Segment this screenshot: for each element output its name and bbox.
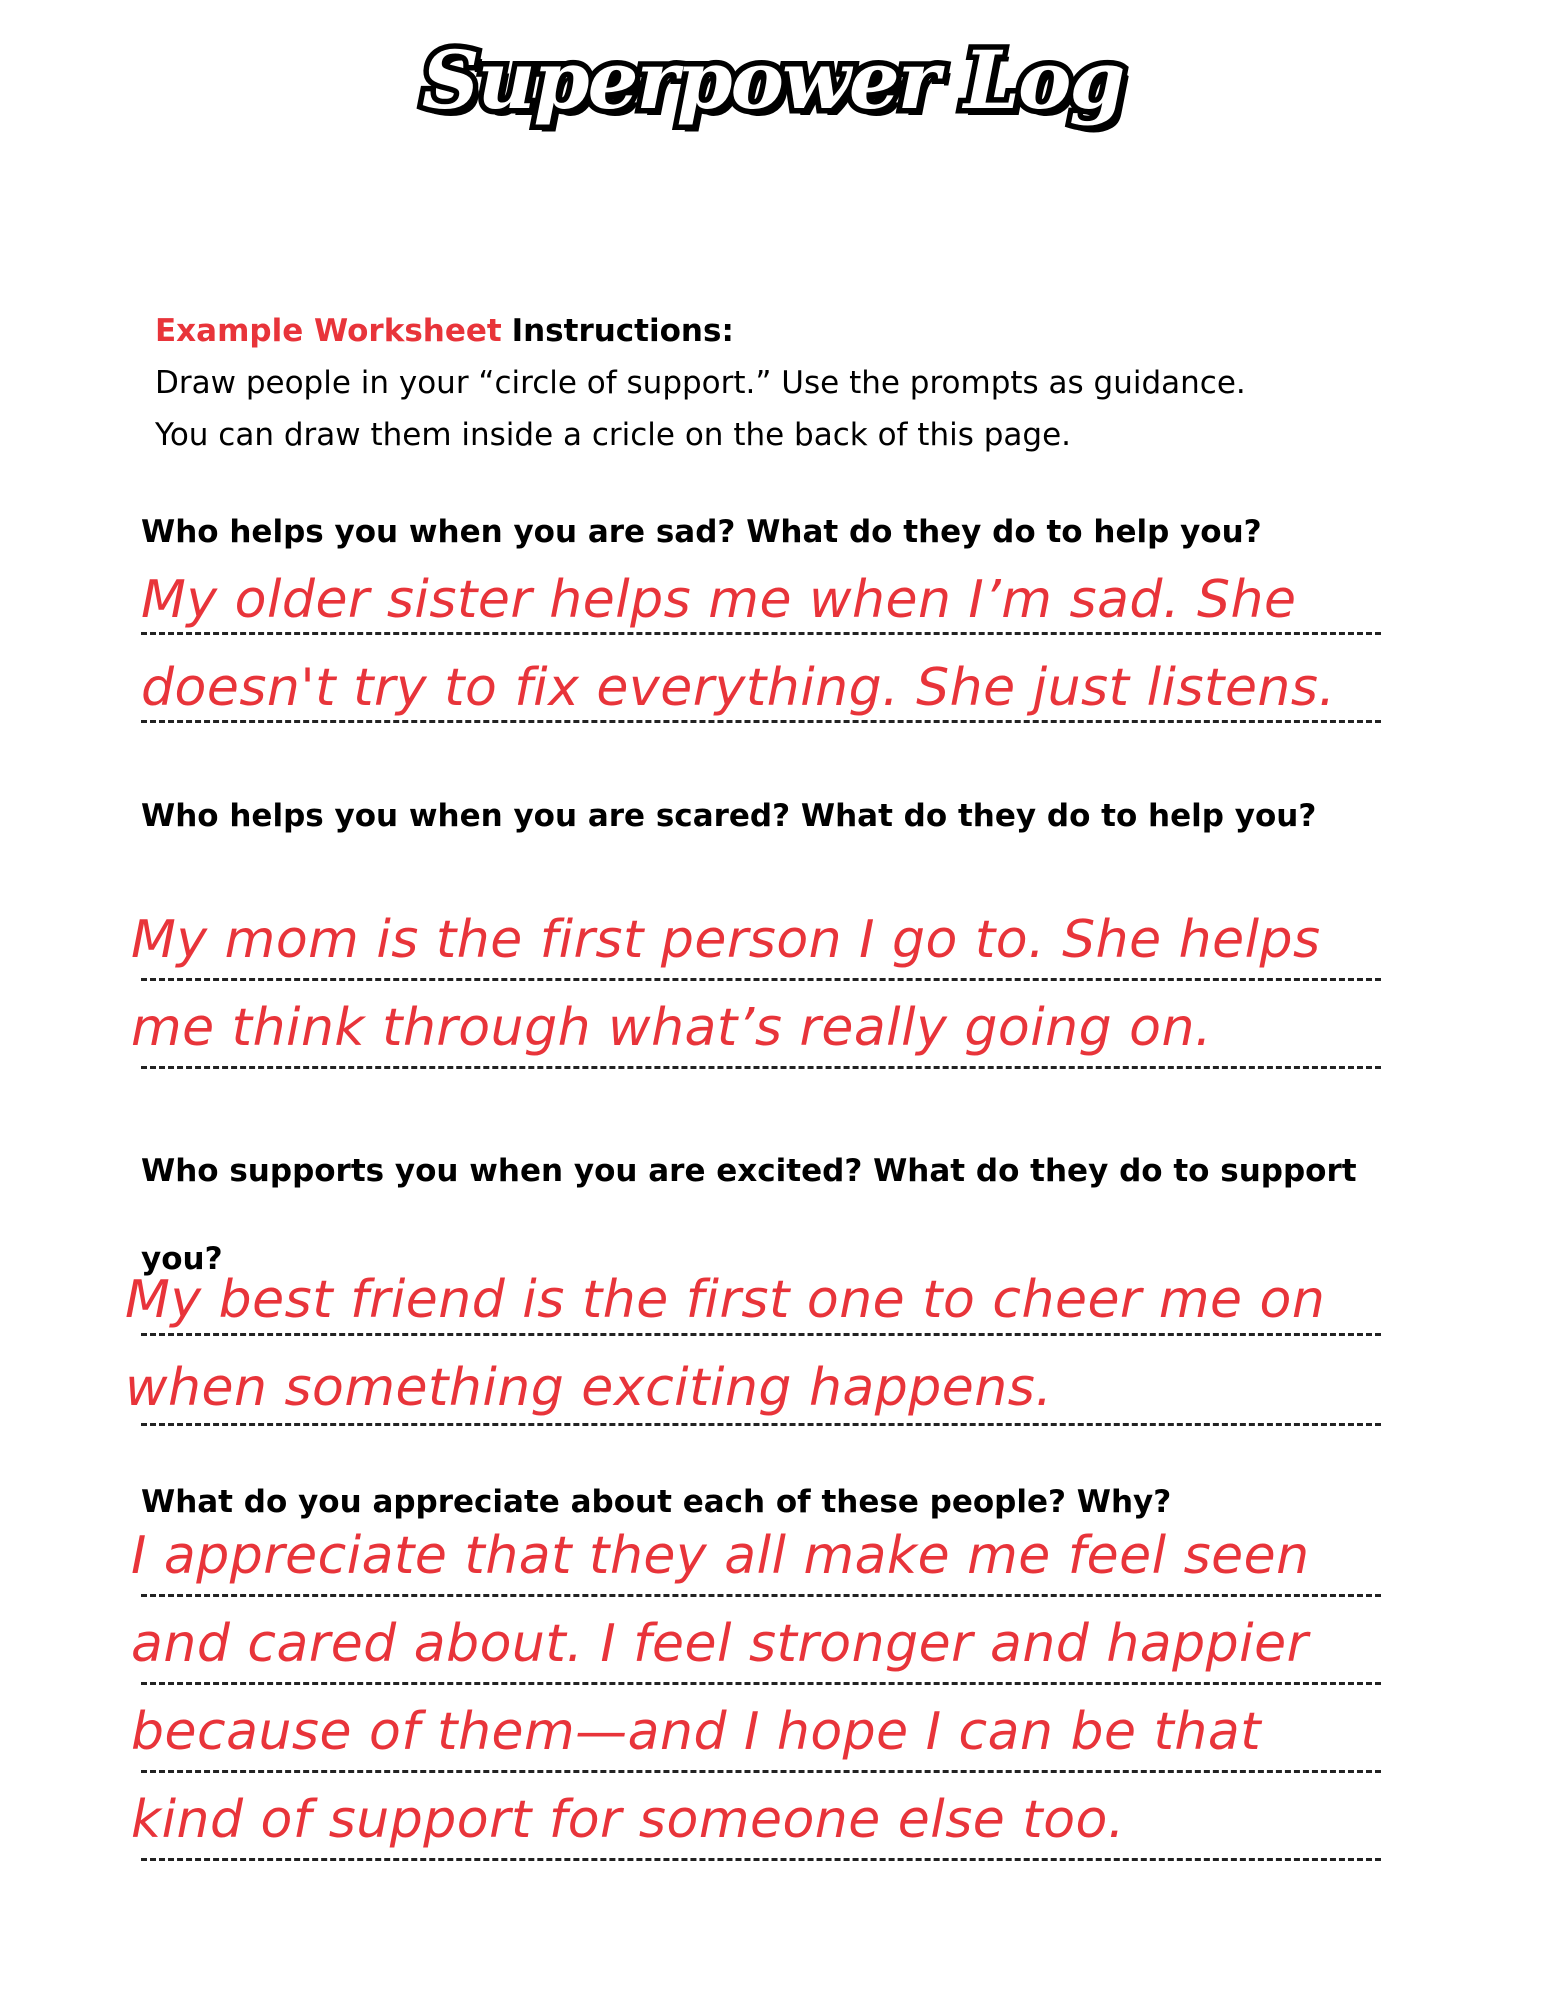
- question-4-prompt: What do you appreciate about each of these people? Why?: [141, 1484, 1172, 1520]
- example-worksheet-label: Example Worksheet: [155, 313, 502, 349]
- answer-1-line-1: My older sister helps me when I’m sad. She: [141, 570, 1297, 630]
- answer-rule: [141, 1858, 1381, 1861]
- question-2-prompt: Who helps you when you are scared? What do they do to help you?: [141, 798, 1317, 834]
- answer-2-line-2: me think through what’s really going on.: [131, 998, 1212, 1058]
- question-1-prompt: Who helps you when you are sad? What do they do to help you?: [141, 514, 1262, 550]
- answer-4-line-3: because of them—and I hope I can be that: [131, 1702, 1262, 1762]
- answer-4-line-4: kind of support for someone else too.: [131, 1790, 1125, 1850]
- instructions-line-2: You can draw them inside a cricle on the back of this page.: [155, 417, 1071, 453]
- answer-rule: [141, 978, 1381, 981]
- instructions-label: Instructions:: [511, 313, 734, 349]
- answer-rule: [141, 1423, 1381, 1426]
- answer-4-line-1: I appreciate that they all make me feel seen: [131, 1526, 1310, 1586]
- answer-rule: [141, 632, 1381, 635]
- question-3-prompt: Who supports you when you are excited? What do they do to support you?: [141, 1153, 1357, 1277]
- answer-1-line-2: doesn't try to fix everything. She just listens.: [141, 658, 1336, 718]
- answer-4-line-2: and cared about. I feel stronger and happier: [131, 1614, 1309, 1674]
- answer-rule: [141, 1770, 1381, 1773]
- answer-rule: [141, 720, 1381, 723]
- answer-rule: [141, 1333, 1381, 1336]
- answer-rule: [141, 1682, 1381, 1685]
- answer-2-line-1: My mom is the first person I go to. She helps: [131, 910, 1321, 970]
- answer-3-line-2: when something exciting happens.: [125, 1358, 1053, 1418]
- answer-3-line-1: My best friend is the first one to cheer me on: [125, 1270, 1326, 1330]
- instructions-line-1: Draw people in your “circle of support.” Use the prompts as guidance.: [155, 365, 1246, 401]
- instructions-heading: [155, 305, 1455, 357]
- answer-rule: [141, 1594, 1381, 1597]
- answer-rule: [141, 1066, 1381, 1069]
- page-title: Superpower Log: [421, 33, 1124, 127]
- instructions-block: [155, 305, 1455, 461]
